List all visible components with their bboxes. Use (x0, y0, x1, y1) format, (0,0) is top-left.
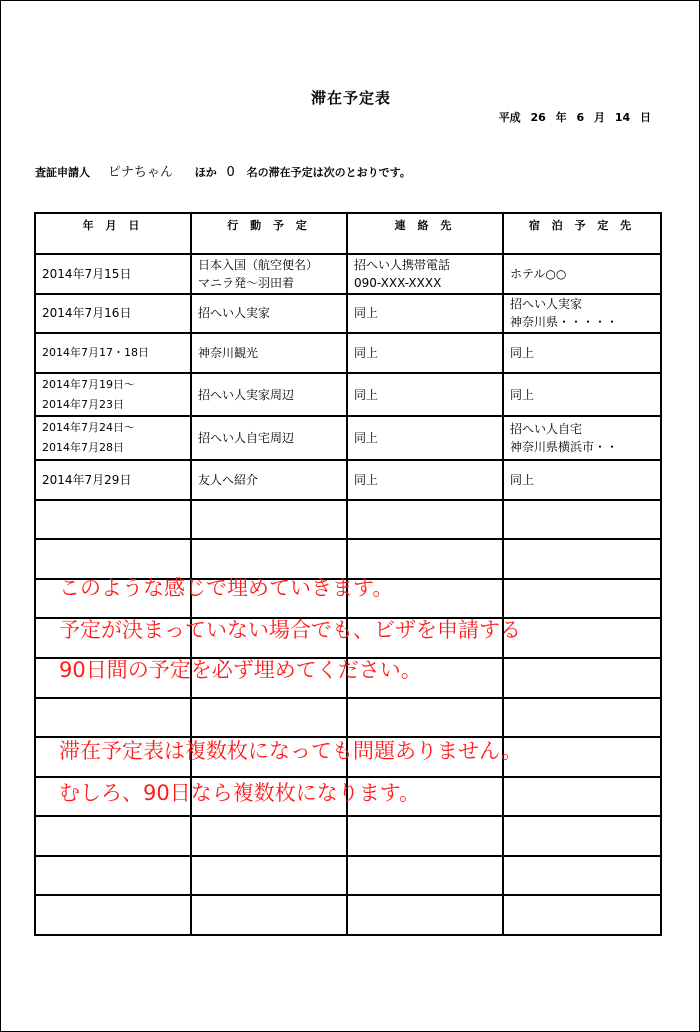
empty-cell (191, 698, 347, 738)
empty-cell (347, 895, 503, 935)
date-year-unit: 年 (555, 111, 567, 124)
cell-line: ホテル○○ (510, 266, 567, 281)
activity-cell (191, 254, 347, 294)
date-month: 6 (576, 111, 585, 124)
date-cell (35, 333, 191, 373)
empty-cell (503, 895, 661, 935)
activity-cell (191, 460, 347, 500)
cell-line: 同上 (510, 345, 535, 360)
cell-line: 友人へ紹介 (198, 472, 259, 487)
empty-cell (503, 618, 661, 658)
cell-line: 同上 (354, 306, 379, 321)
table-row (35, 460, 661, 500)
empty-cell (347, 856, 503, 896)
date-era: 平成 (498, 111, 521, 124)
cell-line: 招へい人実家 (510, 297, 583, 312)
contact-cell (347, 460, 503, 500)
date-day-unit: 日 (640, 111, 651, 124)
cell-line: 2014年7月28日 (42, 441, 124, 455)
cell-line: 同上 (354, 345, 379, 360)
applicant-others-prefix: ほか (194, 166, 217, 179)
empty-cell (503, 698, 661, 738)
cell-line: 神奈川県横浜市・・ (510, 440, 619, 455)
page-title: 滞在予定表 (310, 89, 391, 107)
contact-cell (347, 373, 503, 417)
activity-cell (191, 416, 347, 460)
annotation-text: 予定が決まっていない場合でも、ビザを申請する (59, 618, 521, 642)
date-cell (35, 254, 191, 294)
empty-cell (35, 856, 191, 896)
cell-line: 2014年7月23日 (42, 397, 124, 411)
annotation-text: このような感じで埋めていきます。 (59, 576, 394, 600)
lodging-cell (503, 254, 661, 294)
cell-line: 同上 (354, 431, 379, 446)
empty-cell (191, 856, 347, 896)
cell-line: 2014年7月17・18日 (42, 345, 149, 359)
applicant-label: 査証申請人 (35, 166, 90, 179)
activity-cell (191, 333, 347, 373)
lodging-cell (503, 333, 661, 373)
annotation-text: 90日間の予定を必ず埋めてください。 (59, 658, 422, 682)
date-year: 26 (530, 111, 546, 124)
empty-cell (347, 539, 503, 579)
empty-table-row (35, 698, 661, 738)
empty-cell (347, 500, 503, 540)
empty-table-row (35, 500, 661, 540)
date-month-unit: 月 (594, 111, 605, 124)
table-row (35, 333, 661, 373)
cell-line: 招へい人携帯電話 (354, 257, 451, 272)
empty-cell (503, 658, 661, 698)
cell-line: 2014年7月16日 (42, 306, 132, 321)
annotation-text: むしろ、90日なら複数枚になります。 (59, 781, 421, 805)
empty-cell (347, 816, 503, 856)
cell-line: 神奈川観光 (198, 345, 259, 360)
cell-line: 同上 (510, 472, 535, 487)
cell-line: 090-XXX-XXXX (354, 275, 442, 290)
lodging-cell (503, 373, 661, 417)
empty-cell (503, 856, 661, 896)
empty-cell (35, 895, 191, 935)
empty-cell (191, 500, 347, 540)
header-lodging: 宿 泊 予 定 先 (503, 213, 661, 254)
schedule-table (34, 212, 662, 936)
empty-cell (503, 579, 661, 619)
table-row (35, 373, 661, 417)
cell-line: 招へい人実家 (198, 306, 271, 321)
date-day: 14 (614, 111, 631, 124)
lodging-cell (503, 460, 661, 500)
cell-line: 神奈川県・・・・・ (510, 315, 619, 330)
empty-cell (35, 539, 191, 579)
lodging-cell (503, 294, 661, 334)
empty-cell (35, 698, 191, 738)
cell-line: 2014年7月24日～ (42, 421, 135, 435)
empty-cell (191, 895, 347, 935)
cell-line: 同上 (510, 387, 535, 402)
header-date: 年 月 日 (35, 213, 191, 254)
empty-table-row (35, 856, 661, 896)
header-contact: 連 絡 先 (347, 213, 503, 254)
contact-cell (347, 254, 503, 294)
applicant-line (35, 161, 425, 180)
table-row (35, 294, 661, 334)
empty-cell (35, 816, 191, 856)
contact-cell (347, 416, 503, 460)
empty-cell (503, 539, 661, 579)
cell-line: 同上 (354, 472, 379, 487)
empty-table-row (35, 895, 661, 935)
applicant-name: ピナちゃん (107, 165, 173, 180)
empty-cell (503, 737, 661, 777)
applicant-suffix: 名の滞在予定は次のとおりです。 (246, 166, 411, 179)
cell-line: マニラ発～羽田着 (198, 275, 295, 290)
date-cell (35, 460, 191, 500)
activity-cell (191, 294, 347, 334)
empty-cell (347, 698, 503, 738)
activity-cell (191, 373, 347, 417)
cell-line: 日本入国（航空便名） (198, 257, 319, 272)
contact-cell (347, 294, 503, 334)
header-activity: 行 動 予 定 (191, 213, 347, 254)
cell-line: 招へい人自宅周辺 (198, 431, 295, 446)
empty-table-row (35, 816, 661, 856)
contact-cell (347, 333, 503, 373)
cell-line: 2014年7月15日 (42, 266, 132, 281)
annotation-text: 滞在予定表は複数枚になっても問題ありません。 (59, 739, 523, 763)
document-date (499, 109, 657, 125)
table-header-row (35, 213, 661, 254)
empty-cell (503, 777, 661, 817)
applicant-others-count: 0 (226, 165, 235, 180)
empty-cell (503, 816, 661, 856)
date-cell (35, 294, 191, 334)
lodging-cell (503, 416, 661, 460)
empty-cell (191, 816, 347, 856)
date-cell (35, 416, 191, 460)
table-row (35, 254, 661, 294)
cell-line: 招へい人実家周辺 (198, 387, 295, 402)
empty-table-row (35, 539, 661, 579)
cell-line: 2014年7月19日～ (42, 377, 135, 391)
empty-cell (503, 500, 661, 540)
date-cell (35, 373, 191, 417)
empty-cell (191, 539, 347, 579)
empty-cell (35, 500, 191, 540)
cell-line: 同上 (354, 387, 379, 402)
cell-line: 2014年7月29日 (42, 472, 132, 487)
table-row (35, 416, 661, 460)
cell-line: 招へい人自宅 (510, 422, 583, 437)
